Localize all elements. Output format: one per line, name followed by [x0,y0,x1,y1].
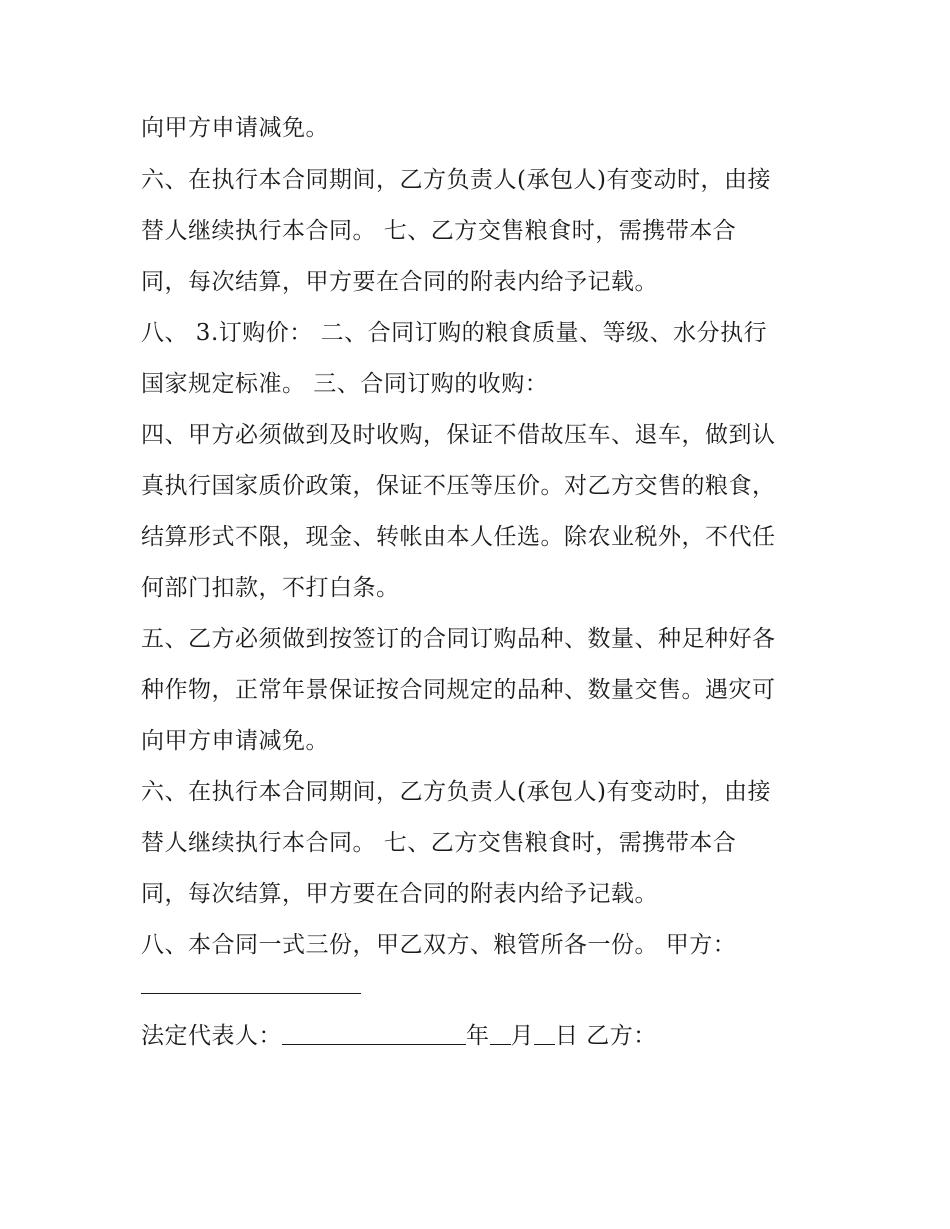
representative-name-blank [282,1022,466,1045]
signature-line [141,1021,657,1051]
text-line: 向甲方申请减免。 [141,728,329,754]
month-label: 月 [510,1023,534,1049]
text-line: 结算形式不限，现金、转帐由本人任选。除农业税外，不代任 [141,524,776,550]
text-line: 六、在执行本合同期间，乙方负责人(承包人)有变动时，由接 [141,167,771,193]
day-party-b-label: 日 乙方： [555,1023,657,1049]
text-line: 同，每次结算，甲方要在合同的附表内给予记载。 [141,881,658,907]
text-line: 八、 3.订购价： 二、合同订购的粮食质量、等级、水分执行 [141,320,768,346]
text-line: 种作物，正常年景保证按合同规定的品种、数量交售。遇灾可 [141,677,776,703]
text-line: 替人继续执行本合同。 七、乙方交售粮食时，需携带本合 [141,218,737,244]
text-line: 向甲方申请减免。 [141,115,329,141]
text-line: 六、在执行本合同期间，乙方负责人(承包人)有变动时，由接 [141,779,771,805]
day-blank [534,1022,555,1045]
party-a-signature-blank [141,993,361,994]
year-label: 年 [466,1023,490,1049]
text-line: 同，每次结算，甲方要在合同的附表内给予记载。 [141,269,658,295]
text-line: 何部门扣款，不打白条。 [141,575,400,601]
text-line: 四、甲方必须做到及时收购，保证不借故压车、退车，做到认 [141,422,776,448]
text-line: 五、乙方必须做到按签订的合同订购品种、数量、种足种好各 [141,626,776,652]
text-line: 替人继续执行本合同。 七、乙方交售粮食时，需携带本合 [141,830,737,856]
legal-representative-label: 法定代表人： [141,1023,282,1049]
text-line: 八、本合同一式三份，甲乙双方、粮管所各一份。 甲方： [141,932,737,958]
month-blank [490,1022,511,1045]
text-line: 真执行国家质价政策，保证不压等压价。对乙方交售的粮食， [141,473,776,499]
text-line: 国家规定标准。 三、合同订购的收购： [141,371,549,397]
